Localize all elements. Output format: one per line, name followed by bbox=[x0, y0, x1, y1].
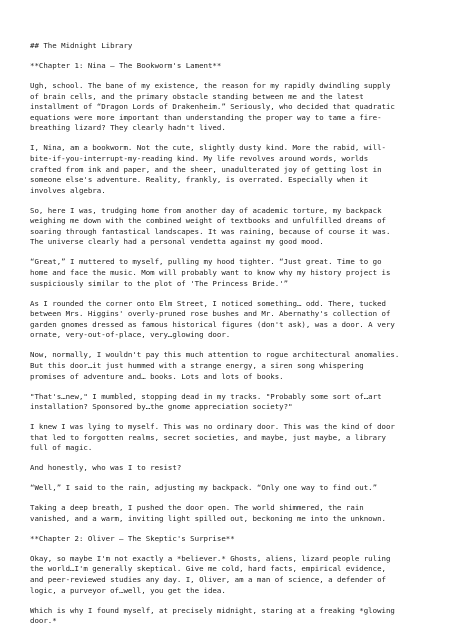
text-line: between Mrs. Higgins' overly-pruned rose bushes and Mr. Abernathy's collection of bbox=[30, 309, 391, 319]
text-line: I, Nina, am a bookworm. Not the cute, slightly dusty kind. More the rabid, will- bbox=[30, 143, 386, 153]
text-line: installment of “Dragon Lords of Drakenheim.” Seriously, who decided that quadratic bbox=[30, 102, 395, 112]
heading-midnight-library bbox=[30, 41, 444, 52]
text-line: But this door…it just hummed with a strange energy, a siren song whispering bbox=[30, 360, 364, 370]
paragraph-5 bbox=[30, 299, 444, 341]
paragraph-6 bbox=[30, 350, 444, 382]
text-line: that led to forgotten realms, secret societies, and maybe, just maybe, a library bbox=[30, 432, 386, 442]
text-line: As I rounded the corner onto Elm Street, I noticed something… odd. There, tucked bbox=[30, 298, 386, 308]
paragraph-1 bbox=[30, 81, 444, 134]
text-line: **Chapter 1: Nina – The Bookworm's Lament** bbox=[30, 60, 222, 70]
text-line: of brain cells, and the primary obstacle standing between me and the latest bbox=[30, 91, 364, 101]
text-line: garden gnomes dressed as famous historical figures (don't ask), was a door. A very bbox=[30, 319, 395, 329]
document-body bbox=[30, 41, 444, 627]
paragraph-7 bbox=[30, 392, 444, 413]
text-line: Ugh, school. The bane of my existence, the reason for my rapidly dwindling supply bbox=[30, 80, 391, 90]
paragraph-13 bbox=[30, 606, 444, 627]
text-line: suspiciously similar to the plot of 'The Princess Bride.'” bbox=[30, 278, 289, 288]
text-line: I knew I was lying to myself. This was no ordinary door. This was the kind of door bbox=[30, 422, 395, 432]
text-line: promises of adventure and… books. Lots and lots of books. bbox=[30, 371, 284, 381]
text-line: weighing me down with the combined weight of textbooks and unfulfilled dreams of bbox=[30, 216, 386, 226]
text-line: door.* bbox=[30, 616, 57, 626]
chapter-2-title bbox=[30, 534, 444, 545]
text-line: full of magic. bbox=[30, 443, 93, 453]
text-line: The universe clearly had a personal vendetta against my good mood. bbox=[30, 237, 324, 247]
text-line: breathing lizard? They clearly hadn't lived. bbox=[30, 123, 226, 133]
text-line: Taking a deep breath, I pushed the door open. The world shimmered, the rain bbox=[30, 503, 364, 513]
paragraph-8 bbox=[30, 422, 444, 454]
text-line: Okay, so maybe I'm not exactly a *believer.* Ghosts, aliens, lizard people ruling bbox=[30, 553, 391, 563]
text-line: ## The Midnight Library bbox=[30, 41, 133, 50]
text-line: and peer-reviewed studies any day. I, Oliver, am a man of science, a defender of bbox=[30, 575, 386, 585]
text-line: Which is why I found myself, at precisely midnight, staring at a freaking *glowing bbox=[30, 605, 395, 615]
text-line: bite-if-you-interrupt-my-reading kind. My life revolves around words, worlds bbox=[30, 153, 369, 163]
text-line: someone else's adventure. Reality, frankly, is overrated. Especially when it bbox=[30, 175, 369, 185]
text-line: logic, a purveyor of…well, you get the idea. bbox=[30, 585, 226, 595]
paragraph-2 bbox=[30, 143, 444, 196]
text-line: crafted from ink and paper, and the sheer, unadulterated joy of getting lost in bbox=[30, 164, 382, 174]
text-line: soaring through fantastical landscapes. It was raining, because of course it was. bbox=[30, 226, 391, 236]
text-line: installation? Sponsored by…the gnome appreciation society?" bbox=[30, 402, 293, 412]
text-line: involves algebra. bbox=[30, 185, 106, 195]
paragraph-9 bbox=[30, 463, 444, 474]
text-line: So, here I was, trudging home from another day of academic torture, my backpack bbox=[30, 205, 382, 215]
text-line: ornate, very-out-of-place, very…glowing door. bbox=[30, 330, 231, 340]
paragraph-3 bbox=[30, 206, 444, 248]
text-line: "That's…new," I mumbled, stopping dead in my tracks. "Probably some sort of…art bbox=[30, 391, 382, 401]
text-line: the world…I'm generally skeptical. Give me cold, hard facts, empirical evidence, bbox=[30, 564, 386, 574]
paragraph-11 bbox=[30, 503, 444, 524]
text-line: vanished, and a warm, inviting light spilled out, beckoning me into the unknown. bbox=[30, 513, 386, 523]
text-line: home and face the music. Mom will probably want to know why my history project is bbox=[30, 268, 391, 278]
paragraph-10 bbox=[30, 483, 444, 494]
paragraph-4 bbox=[30, 257, 444, 289]
text-line: And honestly, who was I to resist? bbox=[30, 463, 182, 473]
text-line: “Great,” I muttered to myself, pulling my hood tighter. “Just great. Time to go bbox=[30, 257, 382, 267]
text-line: “Well,” I said to the rain, adjusting my backpack. “Only one way to find out.” bbox=[30, 483, 378, 493]
chapter-1-title bbox=[30, 61, 444, 72]
text-line: **Chapter 2: Oliver – The Skeptic's Surprise** bbox=[30, 533, 235, 543]
text-line: equations were more important than understanding the proper way to tame a fire- bbox=[30, 112, 382, 122]
text-line: Now, normally, I wouldn't pay this much attention to rogue architectural anomalies. bbox=[30, 350, 400, 360]
paragraph-12 bbox=[30, 554, 444, 596]
